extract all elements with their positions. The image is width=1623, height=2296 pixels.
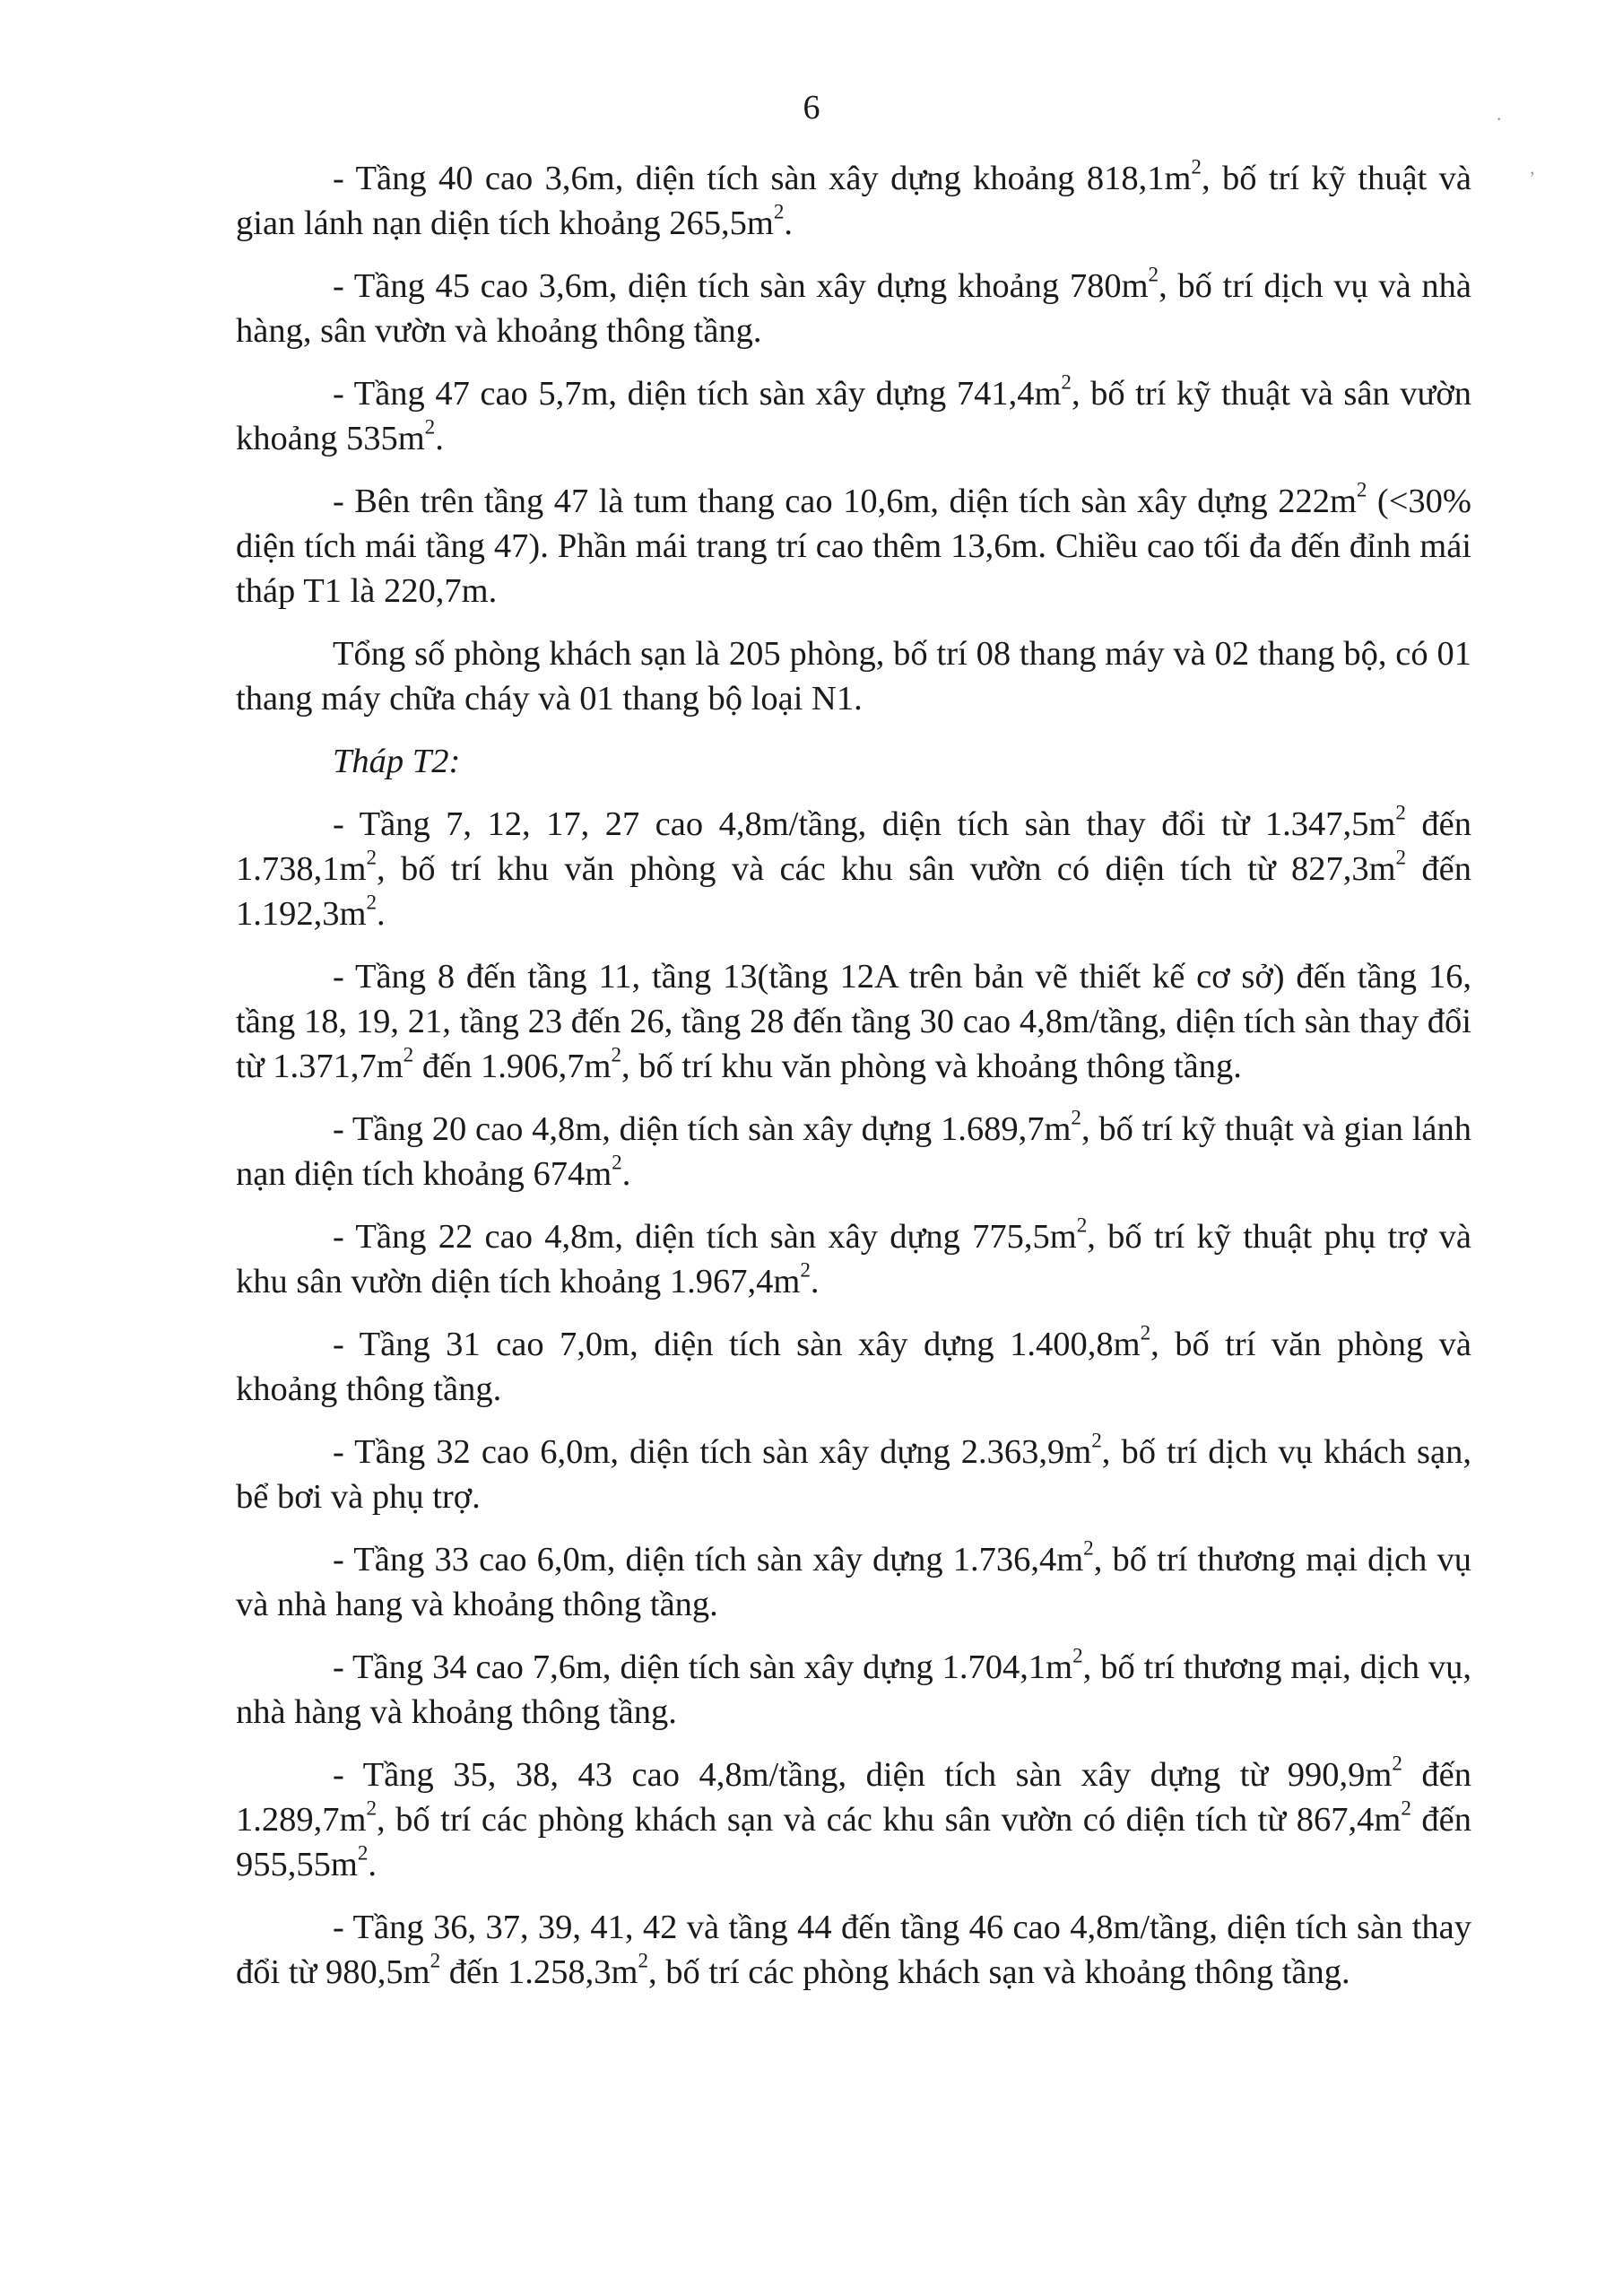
document-body bbox=[236, 156, 1471, 2013]
paragraph-text: (<30% diện tích mái tầng 47). Phần mái trang trí cao thêm 13,6m. Chiều cao tối đa đến đỉnh mái tháp T1 là 220,7m. bbox=[236, 483, 1471, 610]
floor-description-paragraph bbox=[236, 1107, 1471, 1196]
superscript: 2 bbox=[1071, 1105, 1081, 1129]
superscript: 2 bbox=[1191, 154, 1202, 178]
paragraph-text: , bố trí các phòng khách sạn và khoảng thông tầng. bbox=[647, 1953, 1350, 1991]
superscript: 2 bbox=[1083, 1535, 1094, 1560]
superscript: 2 bbox=[611, 1042, 622, 1066]
superscript: 2 bbox=[366, 1796, 377, 1820]
superscript: 2 bbox=[1395, 845, 1407, 869]
paragraph-text: , bố trí khu văn phòng và khoảng thông tầng. bbox=[621, 1048, 1242, 1085]
paragraph-text: - Tầng 22 cao 4,8m, diện tích sàn xây dựng 775,5m bbox=[333, 1218, 1077, 1256]
paragraph-text: , bố trí văn phòng và khoảng thông tầng. bbox=[236, 1326, 1472, 1408]
superscript: 2 bbox=[1072, 1643, 1083, 1667]
paragraph-text: - Tầng 31 cao 7,0m, diện tích sàn xây dựng 1.400,8m bbox=[333, 1326, 1141, 1363]
scan-speck: · bbox=[1496, 108, 1503, 130]
superscript: 2 bbox=[366, 845, 377, 869]
paragraph-text: đến 1.289,7m bbox=[236, 1756, 1472, 1839]
superscript: 2 bbox=[430, 1948, 441, 1972]
floor-description-paragraph bbox=[236, 479, 1471, 613]
paragraph-text: - Tầng 47 cao 5,7m, diện tích sàn xây dựng 741,4m bbox=[333, 375, 1062, 413]
section-heading-tower-t2: Tháp T2: bbox=[333, 743, 461, 780]
paragraph-text: - Tầng 8 đến tầng 11, tầng 13(tầng 12A trên bản vẽ thiết kế cơ sở) đến tầng 16, tầng 18, 19, 21, tầng 23 đến 26, tầng 28 đến tầng 30 cao 4,8m/tầng, diện tích sàn thay đổi từ 1.371,7m bbox=[236, 958, 1471, 1085]
floor-description-paragraph bbox=[236, 264, 1471, 353]
superscript: 2 bbox=[403, 1042, 414, 1066]
superscript: 2 bbox=[612, 1150, 622, 1174]
paragraph-text: - Tầng 32 cao 6,0m, diện tích sàn xây dựng 2.363,9m bbox=[333, 1433, 1092, 1471]
superscript: 2 bbox=[1392, 1751, 1402, 1775]
floor-description-paragraph bbox=[236, 1752, 1471, 1887]
page-number: 6 bbox=[803, 89, 820, 126]
paragraph-text: , bố trí thương mại, dịch vụ, nhà hàng và khoảng thông tầng. bbox=[236, 1648, 1471, 1731]
paragraph-text: - Tầng 7, 12, 17, 27 cao 4,8m/tầng, diện tích sàn thay đổi từ 1.347,5m bbox=[333, 805, 1396, 843]
superscript: 2 bbox=[424, 414, 436, 439]
floor-description-paragraph bbox=[236, 1322, 1471, 1412]
paragraph-text: . bbox=[377, 895, 386, 933]
floor-description-paragraph bbox=[236, 1905, 1471, 1995]
paragraph-text: . bbox=[368, 1846, 377, 1883]
paragraph-text: , bố trí thương mại dịch vụ và nhà hang và khoảng thông tầng. bbox=[236, 1541, 1471, 1623]
paragraph-text: . bbox=[621, 1155, 631, 1193]
floor-description-paragraph bbox=[236, 371, 1471, 461]
floor-description-paragraph bbox=[236, 954, 1471, 1089]
floor-description-paragraph bbox=[236, 1214, 1471, 1304]
paragraph-text: , bố trí kỹ thuật và sân vườn khoảng 535m bbox=[236, 375, 1471, 457]
tower-t1-section bbox=[236, 156, 1471, 721]
superscript: 2 bbox=[1395, 800, 1406, 824]
superscript: 2 bbox=[366, 890, 377, 914]
superscript: 2 bbox=[638, 1948, 648, 1972]
paragraph-text: - Bên trên tầng 47 là tum thang cao 10,6m, diện tích sàn xây dựng 222m bbox=[333, 483, 1357, 520]
paragraph-text: đến 1.738,1m bbox=[236, 805, 1471, 888]
floor-description-paragraph bbox=[236, 1537, 1471, 1627]
paragraph-text: - Tầng 33 cao 6,0m, diện tích sàn xây dựng 1.736,4m bbox=[333, 1541, 1084, 1578]
paragraph-text: - Tầng 45 cao 3,6m, diện tích sàn xây dựng khoảng 780m bbox=[333, 267, 1149, 305]
paragraph-text: - Tầng 35, 38, 43 cao 4,8m/tầng, diện tích sàn xây dựng từ 990,9m bbox=[333, 1756, 1393, 1794]
paragraph-text: , bố trí kỹ thuật và gian lánh nạn diện tích khoảng 265,5m bbox=[236, 160, 1471, 242]
superscript: 2 bbox=[357, 1840, 369, 1865]
paragraph-text: . bbox=[435, 420, 444, 457]
superscript: 2 bbox=[773, 199, 785, 223]
paragraph-text: , bố trí các phòng khách sạn và các khu sân vườn có diện tích từ 867,4m bbox=[377, 1801, 1402, 1839]
tower-t2-section bbox=[236, 802, 1471, 1995]
paragraph-text: đến 1.258,3m bbox=[440, 1953, 638, 1991]
superscript: 2 bbox=[1148, 262, 1159, 286]
superscript: 2 bbox=[800, 1257, 811, 1282]
paragraph-text: đến 1.906,7m bbox=[413, 1048, 612, 1085]
superscript: 2 bbox=[1091, 1428, 1102, 1452]
paragraph-text: đến 955,55m bbox=[236, 1801, 1471, 1883]
paragraph-text: , bố trí khu văn phòng và các khu sân vườn có diện tích từ 827,3m bbox=[377, 850, 1396, 888]
superscript: 2 bbox=[1140, 1320, 1151, 1344]
superscript: 2 bbox=[1401, 1796, 1411, 1820]
scan-speck: ’ bbox=[1529, 167, 1536, 189]
superscript: 2 bbox=[1356, 477, 1367, 501]
paragraph-text: - Tầng 40 cao 3,6m, diện tích sàn xây dựng khoảng 818,1m bbox=[333, 160, 1192, 197]
paragraph-text: - Tầng 20 cao 4,8m, diện tích sàn xây dựng 1.689,7m bbox=[333, 1110, 1072, 1148]
paragraph-text: , bố trí dịch vụ và nhà hàng, sân vườn và khoảng thông tầng. bbox=[236, 267, 1471, 350]
paragraph-text: , bố trí dịch vụ khách sạn, bể bơi và phụ trợ. bbox=[236, 1433, 1472, 1516]
floor-description-paragraph bbox=[236, 1645, 1471, 1735]
paragraph-text: , bố trí kỹ thuật và gian lánh nạn diện tích khoảng 674m bbox=[236, 1110, 1471, 1193]
superscript: 2 bbox=[1076, 1213, 1088, 1237]
superscript: 2 bbox=[1061, 370, 1072, 394]
floor-description-paragraph bbox=[236, 802, 1471, 936]
paragraph-text: đến 1.192,3m bbox=[236, 850, 1471, 933]
floor-description-paragraph bbox=[236, 1430, 1471, 1519]
paragraph-text: , bố trí kỹ thuật phụ trợ và khu sân vườn diện tích khoảng 1.967,4m bbox=[236, 1218, 1471, 1300]
floor-description-paragraph bbox=[236, 156, 1471, 246]
floor-description-paragraph bbox=[236, 631, 1471, 721]
paragraph-text: . bbox=[784, 204, 794, 242]
paragraph-text: Tổng số phòng khách sạn là 205 phòng, bố trí 08 thang máy và 02 thang bộ, có 01 thang máy chữa cháy và 01 thang bộ loại N1. bbox=[236, 635, 1471, 718]
paragraph-text: . bbox=[810, 1263, 820, 1300]
paragraph-text: - Tầng 36, 37, 39, 41, 42 và tầng 44 đến tầng 46 cao 4,8m/tầng, diện tích sàn thay đổi từ 980,5m bbox=[236, 1909, 1471, 1991]
paragraph-text: - Tầng 34 cao 7,6m, diện tích sàn xây dựng 1.704,1m bbox=[333, 1648, 1073, 1686]
